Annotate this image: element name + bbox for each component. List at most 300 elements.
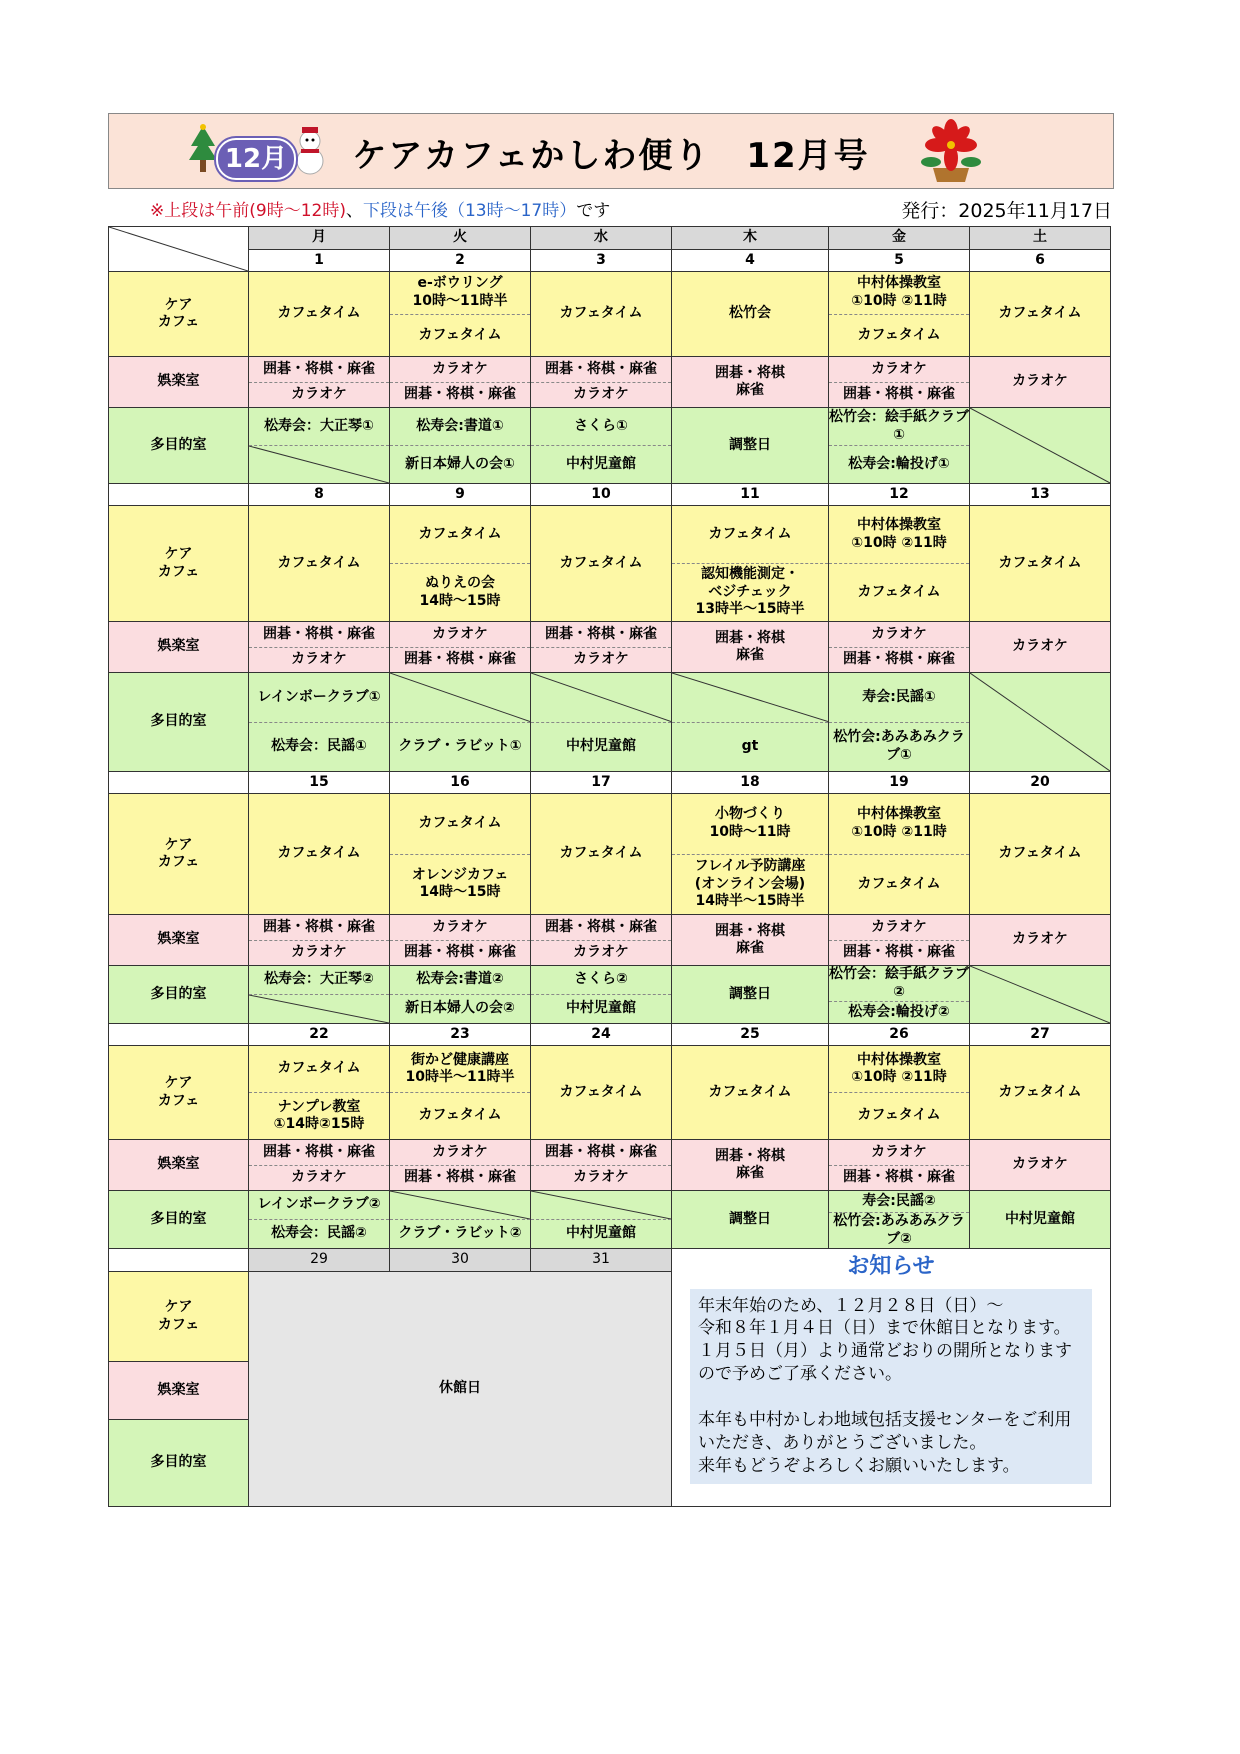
cell-split xyxy=(672,506,828,621)
calendar-table xyxy=(108,226,1111,1507)
cell-upper xyxy=(531,357,671,383)
cell-text: カフェタイム xyxy=(998,554,1082,571)
date-cell: 15 xyxy=(249,772,390,794)
cell-split xyxy=(390,1191,530,1248)
cell-upper xyxy=(249,966,389,995)
multi-cell xyxy=(970,673,1111,772)
notice-line: 令和８年１月４日（日）まで休館日となります。 xyxy=(698,1318,1071,1339)
cell-lower xyxy=(249,941,389,966)
cell-text: カフェタイム xyxy=(708,1083,792,1100)
game-cell xyxy=(672,622,829,673)
diagonal-slash xyxy=(970,966,1110,1023)
date-cell: 2 xyxy=(390,250,531,272)
game-cell xyxy=(829,357,970,408)
cell-lower xyxy=(829,723,969,772)
cell-text: カラオケ xyxy=(291,944,347,960)
notice-line: 来年もどうぞよろしくお願いいたします。 xyxy=(698,1456,1020,1477)
row-label-game: 娯楽室 xyxy=(109,1362,249,1420)
cell-text: 中村体操教室 ①10時 ②11時 xyxy=(851,1051,947,1085)
cell-text: さくら② xyxy=(574,971,628,988)
game-cell xyxy=(970,357,1111,408)
cell-upper xyxy=(390,673,530,723)
cell-split xyxy=(829,506,969,621)
game-cell xyxy=(672,357,829,408)
cell-upper xyxy=(829,1046,969,1093)
cell-text: 囲碁・将棋 麻雀 xyxy=(715,922,785,956)
cell-split xyxy=(531,915,671,965)
row-label-game: 娯楽室 xyxy=(109,915,249,966)
cell-split xyxy=(390,622,530,672)
cell-text: 囲碁・将棋 麻雀 xyxy=(715,629,785,663)
label-line: カフェ xyxy=(157,854,200,870)
cell-upper xyxy=(249,357,389,383)
cell-lower xyxy=(829,564,969,621)
cell-text: gt xyxy=(741,738,759,754)
cell-text: 新日本婦人の会① xyxy=(405,455,515,472)
cell-split xyxy=(390,1046,530,1139)
game-cell xyxy=(390,915,531,966)
cell-text: クラブ・ラビット② xyxy=(398,1225,522,1242)
label-line: カフェ xyxy=(157,1092,200,1109)
cafe-cell xyxy=(531,1046,672,1140)
cell-text: 囲碁・将棋・麻雀 xyxy=(843,944,955,960)
cafe-cell xyxy=(672,506,829,622)
cell-lower xyxy=(531,1166,671,1191)
cell-text: 松竹会：絵手紙クラブ② xyxy=(829,966,969,1000)
cell-text: カラオケ xyxy=(1012,638,1068,655)
cell-text: 囲碁・将棋・麻雀 xyxy=(843,651,955,667)
cell-upper xyxy=(531,673,671,723)
time-note xyxy=(150,196,610,221)
notice-line: いただき、ありがとうございました。 xyxy=(698,1433,987,1454)
cell-text: 囲碁・将棋・麻雀 xyxy=(545,360,657,377)
notice-panel xyxy=(672,1249,1111,1507)
cell-lower xyxy=(390,446,530,483)
cell-text: 松竹会 xyxy=(729,305,771,322)
cell-text: 認知機能測定・ ベジチェック 13時半～15時半 xyxy=(695,566,805,618)
cell-text: カラオケ xyxy=(871,360,927,377)
cell-upper xyxy=(672,506,828,564)
page-title: ケアカフェかしわ便り 12月号 xyxy=(352,136,870,176)
cell-text: カフェタイム xyxy=(418,326,502,343)
cell-split xyxy=(249,357,389,407)
cell-lower xyxy=(829,1213,969,1248)
cell-text: 囲碁・将棋・麻雀 xyxy=(404,651,516,667)
game-cell xyxy=(249,915,390,966)
cell-split xyxy=(249,966,389,1023)
cell-text: 松竹会：絵手紙クラブ① xyxy=(829,409,969,443)
cell-lower xyxy=(249,446,389,483)
cell-text: カフェタイム xyxy=(418,525,502,542)
game-cell xyxy=(390,622,531,673)
cell-lower xyxy=(249,723,389,772)
cell-upper xyxy=(249,915,389,941)
cell-split xyxy=(390,966,530,1023)
cell-text: クラブ・ラビット① xyxy=(398,738,522,754)
row-label-multi: 多目的室 xyxy=(109,408,249,484)
cell-upper xyxy=(672,673,828,723)
game-cell xyxy=(531,357,672,408)
cell-split xyxy=(390,673,530,771)
cell-upper xyxy=(390,506,530,564)
date-cell: 29 xyxy=(249,1249,390,1272)
cell-text: カフェタイム xyxy=(418,815,502,831)
cell-upper xyxy=(249,622,389,648)
cell-text: カラオケ xyxy=(573,944,629,960)
cell-text: カラオケ xyxy=(871,1143,927,1160)
row-label-multi: 多目的室 xyxy=(109,966,249,1024)
cell-text: カラオケ xyxy=(573,386,629,402)
cell-text: ナンプレ教室 ①14時②15時 xyxy=(273,1098,365,1132)
date-cell: 9 xyxy=(390,484,531,506)
multi-cell xyxy=(390,408,531,484)
cell-text: 中村体操教室 ①10時 ②11時 xyxy=(851,517,947,551)
cell-text: カフェタイム xyxy=(418,1107,502,1124)
cell-text: カラオケ xyxy=(871,918,927,935)
cell-text: 松寿会：民謡① xyxy=(271,738,367,754)
cell-text: カフェタイム xyxy=(559,305,643,322)
cell-upper xyxy=(390,1046,530,1093)
cell-split xyxy=(390,915,530,965)
cell-text: ぬりえの会 14時～15時 xyxy=(419,575,501,609)
game-cell xyxy=(829,622,970,673)
multi-cell xyxy=(249,673,390,772)
cell-upper xyxy=(531,915,671,941)
row-label-cafe xyxy=(109,1272,249,1362)
cell-text: カフェタイム xyxy=(857,875,941,892)
cell-text: 松寿会:書道① xyxy=(416,417,504,434)
cell-split xyxy=(390,272,530,356)
cell-upper xyxy=(531,966,671,995)
cell-text: 囲碁・将棋・麻雀 xyxy=(545,918,657,935)
cafe-cell xyxy=(249,1046,390,1140)
cell-upper xyxy=(531,408,671,446)
cell-text: 囲碁・将棋・麻雀 xyxy=(545,1143,657,1160)
cell-lower xyxy=(249,383,389,408)
cell-lower xyxy=(390,855,530,915)
cell-split xyxy=(829,1140,969,1190)
cell-lower xyxy=(531,1220,671,1248)
label-line: ケア xyxy=(164,836,193,853)
poinsettia-icon xyxy=(921,118,981,184)
cell-upper xyxy=(390,1191,530,1220)
cell-text: 寿会:民謡① xyxy=(862,688,936,705)
cell-lower xyxy=(390,1220,530,1248)
date-cell: 18 xyxy=(672,772,829,794)
diagonal-slash xyxy=(531,1191,671,1219)
cafe-cell xyxy=(249,794,390,915)
cell-upper xyxy=(672,794,828,855)
multi-cell xyxy=(249,408,390,484)
cell-text: カラオケ xyxy=(573,651,629,667)
cell-split xyxy=(249,915,389,965)
cell-split xyxy=(249,622,389,672)
cell-lower xyxy=(829,446,969,483)
cell-lower xyxy=(390,995,530,1023)
label-line: カフェ xyxy=(157,563,200,580)
cell-lower xyxy=(390,648,530,673)
cell-text: カフェタイム xyxy=(998,845,1082,862)
closed-day-cell: 休館日 xyxy=(249,1272,672,1507)
date-cell: 20 xyxy=(970,772,1111,794)
cell-upper xyxy=(390,272,530,315)
cell-text: 中村児童館 xyxy=(1005,1210,1075,1227)
cell-lower xyxy=(390,383,530,408)
date-cell: 12 xyxy=(829,484,970,506)
cafe-cell xyxy=(531,794,672,915)
cell-text: カラオケ xyxy=(871,625,927,642)
label-line: ケア xyxy=(164,546,193,562)
cafe-cell xyxy=(390,272,531,357)
cell-split xyxy=(390,1140,530,1190)
cell-lower xyxy=(672,723,828,772)
multi-cell xyxy=(672,673,829,772)
cafe-cell xyxy=(970,272,1111,357)
cell-text: カフェタイム xyxy=(857,583,941,600)
row-label-game: 娯楽室 xyxy=(109,622,249,673)
game-cell xyxy=(672,1140,829,1191)
multi-cell xyxy=(829,966,970,1024)
label-line: カフェ xyxy=(157,314,200,330)
cell-text: e-ボウリング 10時～11時半 xyxy=(412,275,508,309)
cell-lower xyxy=(390,1166,530,1191)
cell-lower xyxy=(249,995,389,1023)
cell-lower xyxy=(531,941,671,966)
cafe-cell xyxy=(829,1046,970,1140)
cell-text: カラオケ xyxy=(432,360,488,377)
cell-upper xyxy=(829,357,969,383)
cell-lower xyxy=(249,1093,389,1139)
cafe-cell xyxy=(970,794,1111,915)
cell-text: 中村体操教室 ①10時 ②11時 xyxy=(851,275,947,309)
cell-text: レインボークラブ② xyxy=(257,1196,381,1213)
cafe-cell xyxy=(390,794,531,915)
cell-text: カフェタイム xyxy=(857,326,941,343)
row-label-multi: 多目的室 xyxy=(109,1191,249,1249)
weekday-header: 木 xyxy=(672,227,829,250)
cell-text: レインボークラブ① xyxy=(257,688,381,705)
cell-split xyxy=(829,915,969,965)
multi-cell xyxy=(829,408,970,484)
cell-lower xyxy=(829,1002,969,1023)
weekday-header: 火 xyxy=(390,227,531,250)
date-cell: 19 xyxy=(829,772,970,794)
date-cell: 22 xyxy=(249,1024,390,1046)
cell-lower xyxy=(390,941,530,966)
diagonal-slash xyxy=(109,227,248,271)
cell-lower xyxy=(829,1093,969,1139)
date-cell: 11 xyxy=(672,484,829,506)
cell-text: 囲碁・将棋・麻雀 xyxy=(843,1169,955,1185)
notice-line: 本年も中村かしわ地域包括支援センターをご利用 xyxy=(698,1410,1072,1431)
notice-line: １月５日（月）より通常どおりの開所となります xyxy=(698,1341,1072,1362)
cell-split xyxy=(531,357,671,407)
cell-text: カフェタイム xyxy=(998,1083,1082,1100)
date-cell: 23 xyxy=(390,1024,531,1046)
cell-split xyxy=(829,673,969,771)
cell-lower xyxy=(390,723,530,772)
game-cell xyxy=(531,915,672,966)
multi-cell xyxy=(672,966,829,1024)
cell-split xyxy=(249,1046,389,1139)
cell-upper xyxy=(531,1191,671,1220)
date-cell: 26 xyxy=(829,1024,970,1046)
corner-cell xyxy=(109,227,249,272)
cell-text: 囲碁・将棋・麻雀 xyxy=(263,1143,375,1160)
cell-text: 囲碁・将棋・麻雀 xyxy=(263,625,375,642)
date-cell: 1 xyxy=(249,250,390,272)
cell-upper xyxy=(249,1046,389,1093)
cell-text: 囲碁・将棋・麻雀 xyxy=(263,360,375,377)
notice-line: 年末年始のため、１２月２８日（日）～ xyxy=(698,1295,1004,1316)
date-cell: 31 xyxy=(531,1249,672,1272)
cell-split xyxy=(531,408,671,483)
multi-cell xyxy=(249,966,390,1024)
cell-lower xyxy=(829,648,969,673)
game-cell xyxy=(970,1140,1111,1191)
cell-text: 松竹会:あみあみクラブ② xyxy=(833,1213,965,1247)
row-label-multi: 多目的室 xyxy=(109,673,249,772)
multi-cell xyxy=(390,966,531,1024)
date-cell: 8 xyxy=(249,484,390,506)
cell-split xyxy=(829,794,969,914)
game-cell xyxy=(531,1140,672,1191)
label-line: ケア xyxy=(164,1299,193,1315)
diagonal-slash xyxy=(390,673,530,722)
cell-split xyxy=(829,622,969,672)
date-cell: 27 xyxy=(970,1024,1111,1046)
blank-cell xyxy=(109,772,249,794)
diagonal-slash xyxy=(672,673,828,722)
cell-split xyxy=(249,408,389,483)
notice-line: ので予めご了承ください。 xyxy=(698,1364,902,1385)
row-label-cafe xyxy=(109,794,249,915)
weekday-header: 月 xyxy=(249,227,390,250)
cell-split xyxy=(829,1191,969,1248)
cafe-cell xyxy=(390,1046,531,1140)
multi-cell xyxy=(970,1191,1111,1249)
cafe-cell xyxy=(249,272,390,357)
cell-upper xyxy=(829,1191,969,1213)
cell-text: カラオケ xyxy=(291,386,347,402)
cell-upper xyxy=(829,622,969,648)
cell-text: 囲碁・将棋・麻雀 xyxy=(545,625,657,642)
cell-text: カフェタイム xyxy=(277,1060,361,1077)
game-cell xyxy=(672,915,829,966)
cell-text: 松寿会：民謡② xyxy=(271,1225,367,1242)
multi-cell xyxy=(531,408,672,484)
cell-upper xyxy=(829,794,969,855)
cell-split xyxy=(829,966,969,1023)
cell-lower xyxy=(829,1166,969,1191)
date-cell: 16 xyxy=(390,772,531,794)
cell-lower xyxy=(829,855,969,915)
cell-split xyxy=(829,1046,969,1139)
cell-text: 街かど健康講座 10時半～11時半 xyxy=(405,1051,515,1085)
cell-upper xyxy=(249,408,389,446)
cell-text: 囲碁・将棋・麻雀 xyxy=(404,1169,516,1185)
cell-text: 囲碁・将棋・麻雀 xyxy=(404,386,516,402)
cell-text: 中村体操教室 ①10時 ②11時 xyxy=(851,806,947,840)
cell-upper xyxy=(390,915,530,941)
cell-split xyxy=(249,1140,389,1190)
issue-date: 発行：2025年11月17日 xyxy=(901,200,1112,222)
game-cell xyxy=(249,357,390,408)
cell-text: オレンジカフェ 14時～15時 xyxy=(411,866,509,901)
multi-cell xyxy=(829,1191,970,1249)
cell-text: カラオケ xyxy=(573,1169,629,1185)
cafe-cell xyxy=(829,272,970,357)
weekday-header: 水 xyxy=(531,227,672,250)
cell-text: 囲碁・将棋 麻雀 xyxy=(715,364,785,398)
cell-lower xyxy=(829,315,969,357)
notice-body xyxy=(690,1289,1092,1485)
cell-upper xyxy=(829,1140,969,1166)
cell-lower xyxy=(672,564,828,621)
cell-split xyxy=(672,673,828,771)
cell-text: カラオケ xyxy=(291,1169,347,1185)
cell-text: カラオケ xyxy=(1012,373,1068,390)
cell-text: 松寿会:輪投げ② xyxy=(848,1003,950,1020)
row-label-cafe xyxy=(109,272,249,357)
cell-text: フレイル予防講座 (オンライン会場) 14時半～15時半 xyxy=(694,858,806,909)
cafe-cell xyxy=(249,506,390,622)
cell-upper xyxy=(249,1140,389,1166)
date-cell: 4 xyxy=(672,250,829,272)
row-label-game: 娯楽室 xyxy=(109,357,249,408)
cell-lower xyxy=(531,723,671,772)
cafe-cell xyxy=(672,272,829,357)
cell-split xyxy=(531,1191,671,1248)
cell-upper xyxy=(829,673,969,723)
game-cell xyxy=(390,357,531,408)
cell-upper xyxy=(829,272,969,315)
weekday-header: 金 xyxy=(829,227,970,250)
cell-text: カラオケ xyxy=(1012,1156,1068,1173)
cafe-cell xyxy=(672,794,829,915)
multi-cell xyxy=(531,1191,672,1249)
multi-cell xyxy=(531,673,672,772)
date-cell: 17 xyxy=(531,772,672,794)
cell-text: カフェタイム xyxy=(998,305,1082,322)
month-badge: 12月 xyxy=(216,138,296,180)
multi-cell xyxy=(531,966,672,1024)
cell-split xyxy=(531,966,671,1023)
cell-upper xyxy=(249,1191,389,1220)
cell-upper xyxy=(249,673,389,723)
cell-upper xyxy=(829,408,969,446)
date-cell: 3 xyxy=(531,250,672,272)
multi-cell xyxy=(970,966,1111,1024)
cell-split xyxy=(390,408,530,483)
cell-upper xyxy=(829,966,969,1002)
cell-text: 中村児童館 xyxy=(566,1000,636,1017)
cell-text: 松寿会：大正琴② xyxy=(264,971,374,988)
date-cell: 25 xyxy=(672,1024,829,1046)
cell-upper xyxy=(390,622,530,648)
cell-text: 調整日 xyxy=(729,1210,771,1227)
date-cell: 6 xyxy=(970,250,1111,272)
multi-cell xyxy=(672,408,829,484)
cell-text: カフェタイム xyxy=(277,845,361,862)
game-cell xyxy=(390,1140,531,1191)
cell-split xyxy=(829,272,969,356)
cell-text: 松寿会:書道② xyxy=(416,971,504,988)
date-cell: 24 xyxy=(531,1024,672,1046)
note-sep: 、 xyxy=(345,201,363,221)
cell-text: カフェタイム xyxy=(277,554,361,571)
cafe-cell xyxy=(970,1046,1111,1140)
